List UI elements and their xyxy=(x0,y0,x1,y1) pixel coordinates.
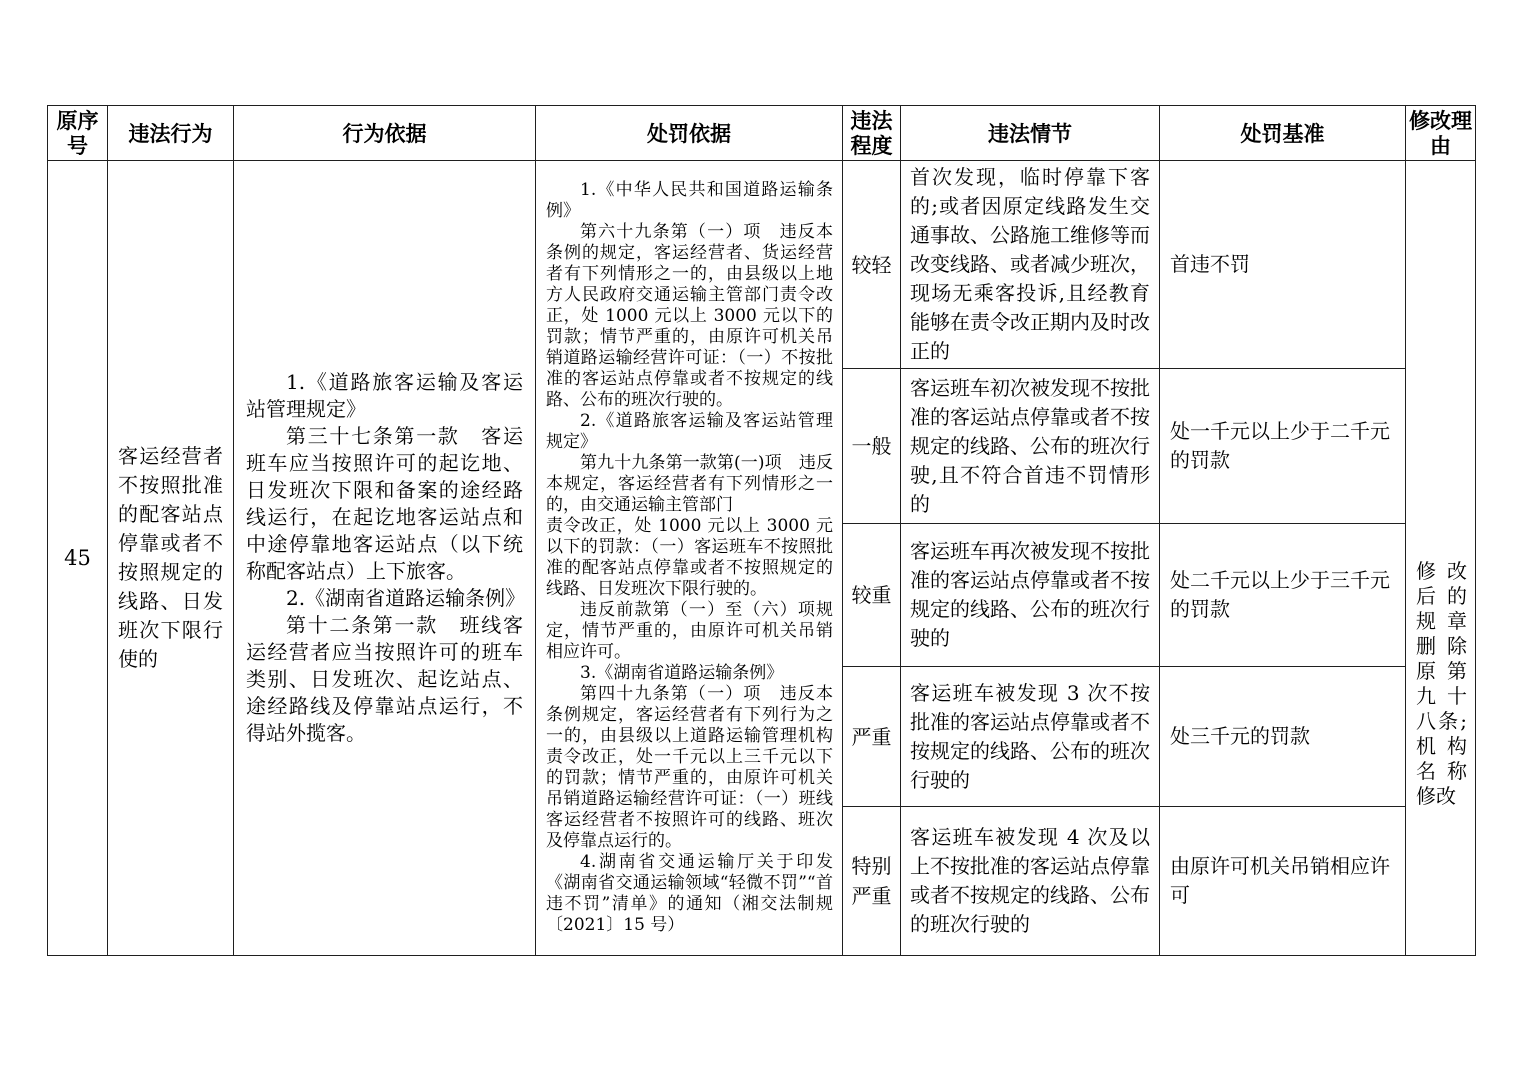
cell-circumstance-4: 客运班车被发现 3 次不按批准的客运站点停靠或者不按规定的线路、公布的班次行驶的 xyxy=(901,667,1160,807)
table-row xyxy=(48,161,1476,369)
col-header-serial: 原序号 xyxy=(48,106,108,161)
col-header-modification-reason: 修改理由 xyxy=(1406,106,1476,161)
cell-degree-3: 较重 xyxy=(843,524,901,667)
header-row xyxy=(48,106,1476,161)
col-header-degree: 违法程度 xyxy=(843,106,901,161)
col-header-violation: 违法行为 xyxy=(108,106,234,161)
cell-degree-5: 特别严重 xyxy=(843,807,901,956)
regulation-table xyxy=(47,105,1476,956)
cell-benchmark-1: 首违不罚 xyxy=(1160,161,1406,369)
cell-serial-number: 45 xyxy=(48,161,108,956)
cell-punishment-basis: 1.《中华人民共和国道路运输条例》 第六十九条第（一）项 违反本条例的规定，客运经营者、货运经营者有下列情形之一的，由县级以上地方人民政府交通运输主管部门责令改正，处 1000 元以上 3000 元以下的罚款；情节严重的，由原许可机关吊销道路运输经营许可证：（一）不按批准的客运站点停靠或者不按规定的线路、公布的班次行驶的。 2.《道路旅客运输及客运站管理规定》 第九十九条第一款第(一)项 违反本规定，客运经营者有下列情形之一的，由交通运输主管部门 责令改正，处 1000 元以上 3000 元以下的罚款：（一）客运班车不按照批准的配客站点停靠或者不按照规定的线路、日发班次下限行驶的。 违反前款第（一）至（六）项规定，情节严重的，由原许可机关吊销相应许可。 3.《湖南省道路运输条例》 第四十九条第（一）项 违反本条例规定，客运经营者有下列行为之一的，由县级以上道路运输管理机构责令改正，处一千元以上三千元以下的罚款；情节严重的，由原许可机关吊销道路运输经营许可证：（一）班线客运经营者不按照许可的线路、班次及停靠点运行的。 4.湖南省交通运输厅关于印发《湖南省交通运输领域“轻微不罚”“首违不罚”清单》的通知（湘交法制规〔2021〕15 号） xyxy=(536,161,843,956)
cell-violation-behavior: 客运经营者不按照批准的配客站点停靠或者不按照规定的线路、日发班次下限行使的 xyxy=(108,161,234,956)
cell-circumstance-1: 首次发现，临时停靠下客的;或者因原定线路发生交通事故、公路施工维修等而改变线路、或者减少班次，现场无乘客投诉,且经教育能够在责令改正期内及时改正的 xyxy=(901,161,1160,369)
cell-benchmark-5: 由原许可机关吊销相应许可 xyxy=(1160,807,1406,956)
cell-degree-4: 严重 xyxy=(843,667,901,807)
cell-modification-reason: 修改后的规章删除原第九十八条;机构名称修改 xyxy=(1406,161,1476,956)
cell-degree-2: 一般 xyxy=(843,369,901,524)
cell-behavior-basis: 1.《道路旅客运输及客运站管理规定》 第三十七条第一款 客运班车应当按照许可的起讫地、日发班次下限和备案的途经路线运行，在起讫地客运站点和中途停靠地客运站点（以下统称配客站点）上下旅客。 2.《湖南省道路运输条例》 第十二条第一款 班线客运经营者应当按照许可的班车类别、日发班次、起讫站点、途经路线及停靠站点运行，不得站外揽客。 xyxy=(234,161,536,956)
col-header-circumstance: 违法情节 xyxy=(901,106,1160,161)
col-header-punishment-basis: 处罚依据 xyxy=(536,106,843,161)
col-header-benchmark: 处罚基准 xyxy=(1160,106,1406,161)
col-header-behavior-basis: 行为依据 xyxy=(234,106,536,161)
cell-benchmark-2: 处一千元以上少于二千元的罚款 xyxy=(1160,369,1406,524)
cell-circumstance-2: 客运班车初次被发现不按批准的客运站点停靠或者不按规定的线路、公布的班次行驶,且不符合首违不罚情形的 xyxy=(901,369,1160,524)
cell-degree-1: 较轻 xyxy=(843,161,901,369)
cell-circumstance-5: 客运班车被发现 4 次及以上不按批准的客运站点停靠或者不按规定的线路、公布的班次行驶的 xyxy=(901,807,1160,956)
cell-benchmark-4: 处三千元的罚款 xyxy=(1160,667,1406,807)
cell-benchmark-3: 处二千元以上少于三千元的罚款 xyxy=(1160,524,1406,667)
cell-circumstance-3: 客运班车再次被发现不按批准的客运站点停靠或者不按规定的线路、公布的班次行驶的 xyxy=(901,524,1160,667)
